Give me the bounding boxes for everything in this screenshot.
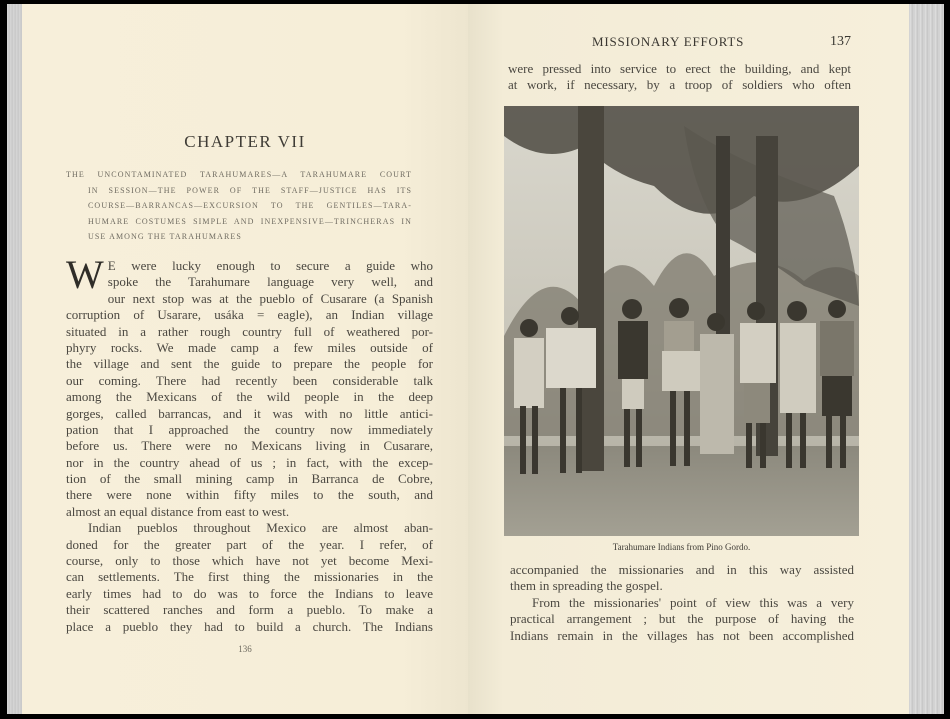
right-bottom-text bbox=[510, 562, 854, 644]
text-line: situated in a rather rough country full of weathered por- bbox=[66, 323, 433, 339]
text-line: place a pueblo they had to build a church. The Indians bbox=[66, 618, 433, 634]
text-line: tion of the small mining camp in Barranca de Cobre, bbox=[66, 471, 433, 487]
text-line: corruption of Usarare, usáka = eagle), an Indian village bbox=[66, 307, 433, 323]
chapter-synopsis bbox=[66, 167, 412, 245]
text-line: accompanied the missionaries and in this way assisted bbox=[510, 562, 854, 577]
text-line: the village and sent the guide to prepare the people for bbox=[66, 356, 433, 372]
text-line: From the missionaries' point of view this was a very bbox=[532, 594, 854, 610]
photograph bbox=[504, 106, 859, 536]
text-line: among the Mexicans of the wild people in the deep bbox=[66, 389, 433, 405]
synopsis-line: COURSE—BARRANCAS—EXCURSION TO THE GENTILES—TARA- bbox=[88, 201, 412, 211]
text-line: spoke the Tarahumare language very well, and bbox=[107, 274, 433, 290]
synopsis-line: USE AMONG THE TARAHUMARES bbox=[88, 232, 242, 242]
text-line: our next stop was at the pueblo of Cusarare (a Spanish bbox=[107, 290, 433, 306]
text-line: can settlements. The first thing the missionaries in the bbox=[66, 569, 433, 585]
synopsis-line: IN SESSION—THE POWER OF THE STAFF—JUSTICE HAS ITS bbox=[88, 185, 412, 195]
right-page-edges bbox=[909, 4, 944, 714]
right-page bbox=[468, 4, 909, 714]
text-line: their scattered ranches and form a pueblo. To make a bbox=[66, 602, 433, 618]
text-line: Indians remain in the villages has not been accomplished bbox=[510, 627, 854, 643]
photo-illustration bbox=[504, 106, 859, 536]
right-top-text bbox=[508, 61, 851, 94]
text-line: at work, if necessary, by a troop of soldiers who often bbox=[508, 77, 851, 93]
page-number-left: 136 bbox=[238, 644, 252, 654]
text-line: course, only to those which have not yet become Mexi- bbox=[66, 553, 433, 569]
left-page bbox=[22, 4, 468, 714]
drop-cap: W bbox=[66, 252, 104, 297]
text-line: there were none within fifty miles to the south, and bbox=[66, 487, 433, 503]
text-line: E were lucky enough to secure a guide who bbox=[107, 258, 433, 273]
synopsis-line: HUMARE COSTUMES SIMPLE AND INEXPENSIVE—TRINCHERAS IN bbox=[88, 216, 412, 226]
page-number-right: 137 bbox=[830, 34, 851, 49]
text-line: before us. There were no Mexicans living in Cusarare, bbox=[66, 438, 433, 454]
text-line: practical arrangement ; but the purpose of having the bbox=[510, 611, 854, 627]
text-line: our coming. There had recently been considerable talk bbox=[66, 372, 433, 388]
photo-caption: Tarahumare Indians from Pino Gordo. bbox=[612, 542, 751, 552]
text-line: them in spreading the gospel. bbox=[510, 578, 663, 594]
text-line: pation that I approached the country now immediately bbox=[66, 421, 433, 437]
text-line: Indian pueblos throughout Mexico are almost aban- bbox=[88, 520, 433, 536]
text-line: early times had to do was to force the Indians to leave bbox=[66, 585, 433, 601]
chapter-title: CHAPTER VII bbox=[184, 132, 306, 151]
text-line: gorges, called barrancas, and it was with no little antici- bbox=[66, 405, 433, 421]
left-page-edges bbox=[7, 4, 22, 714]
text-line: phyry rocks. We made camp a few miles outside of bbox=[66, 339, 433, 355]
text-line: almost an equal distance from east to west. bbox=[66, 503, 290, 519]
text-line: nor in the country ahead of us ; in fact, with the excep- bbox=[66, 454, 433, 470]
left-body-text bbox=[66, 252, 433, 635]
text-line: were pressed into service to erect the building, and kept bbox=[508, 61, 851, 76]
text-line: doned for the greater part of the year. I refer, of bbox=[66, 536, 433, 552]
running-head: MISSIONARY EFFORTS bbox=[592, 34, 745, 49]
synopsis-line: THE UNCONTAMINATED TARAHUMARES—A TARAHUMARE COURT bbox=[66, 170, 412, 179]
